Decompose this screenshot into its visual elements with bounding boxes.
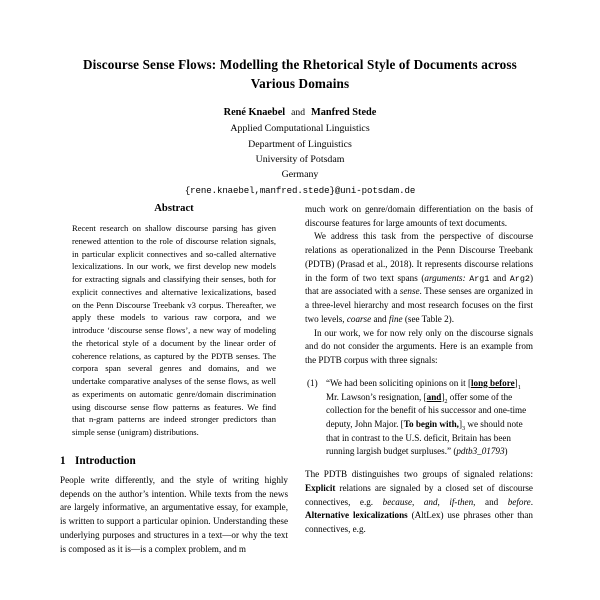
signal-to-begin-with: To begin with, <box>403 419 459 430</box>
signal-subscript-3: 3 <box>461 424 466 432</box>
example-segment-3: offer some of the collection for the benefit of his successor and one-time deputy, John Major. [ <box>326 391 527 430</box>
example-text: “We had been soliciting opinions on it [long $before]_1$ Mr. Lawson’s resignation, $[and]_2$ offer some of the collection for the benefit of his successor and one-time deputy, John Major. [To begin $with,]_3$ we should note that in contrast to the U.S. deficit, Britain has been running largish budget surpluses.” (pdtb3_01793) <box>326 377 527 457</box>
pdtb-text-part-4: and <box>371 313 389 324</box>
continued-paragraph: much work on genre/domain differentiation on the basis of discourse features for large amounts of text documents. <box>305 204 533 228</box>
abstract-text: Recent research on shallow discourse parsing has given renewed attention to the role of discourse relation signals, in particular explicit connectives and so-called alternative lexicalizations. In our work, we first develop new models for extracting signals and classifying their senses, both for explicit connectives and alternative lexicalizations, based on the Penn Discourse Treebank v3 corpus. Thereafter, we apply these models to various raw corpora, and we introduce ‘discourse sense flows’, a new way of modeling the rhetorical style of a document by the linear order of coherence relations, as captured by the PDTB senses. The corpora span several genres and domains, and we undertake comparative analyses of the sense flows, as well as experiments on automatic genre/domain discrimination using discourse sense flow patterns as features. We find that n-gram patterns are indeed stronger predictors than simple sense (unigram) distributions. <box>72 223 276 438</box>
affiliation-line-3: University of Potsdam <box>255 153 345 165</box>
pdtb-mono-arg1: Arg1 <box>469 273 490 284</box>
signal-subscript-2: 2 <box>444 397 448 405</box>
right-column <box>305 203 533 556</box>
abstract-body <box>60 222 288 439</box>
author-list <box>60 107 540 118</box>
example-segment-4: we should note that in contrast to the U.S. deficit, Britain has been running largish budget surpluses.” ( <box>326 419 523 457</box>
groups-text-part-3: and <box>475 496 508 507</box>
affiliation-line-2: Department of Linguistics <box>248 138 352 150</box>
groups-italic-connectives: because, and, if-then, <box>382 496 476 507</box>
section-heading-introduction <box>60 455 288 467</box>
affiliation-block <box>60 121 540 181</box>
groups-bold-explicit: Explicit <box>305 482 336 493</box>
paragraph-pdtb-overview <box>305 230 533 326</box>
pdtb-text-part-5: (see Table 2). <box>402 313 454 324</box>
section-title: Introduction <box>75 455 136 468</box>
signal-and: and <box>426 391 442 402</box>
pdtb-mono-arg2: Arg2 <box>509 273 530 284</box>
groups-italic-before: before <box>507 496 531 507</box>
paragraph-signals-intro: In our work, we for now rely only on the discourse signals and do not consider the arguments. Here is an example from the PDTB corpus with three signals: <box>305 327 533 366</box>
groups-text-part-1: The PDTB distinguishes two groups of signaled relations: <box>305 469 533 480</box>
example-citation: pdtb3_01793 <box>456 446 505 457</box>
paragraph-signal-groups <box>305 468 533 537</box>
pdtb-text-part-1: We address this task from the perspective of discourse relations as operationalized in the Penn Discourse Treebank (PDTB) (Prasad et al., 2018). It represents discourse relations in the form of two text spans ( <box>305 231 533 283</box>
example-segment-2: Mr. Lawson’s resignation, [ <box>326 391 427 402</box>
pdtb-text-part-2: ) that are associated with a <box>305 272 533 297</box>
signal-subscript-1: 1 <box>517 383 521 391</box>
groups-bold-altlex: Alternative lexicalizations <box>305 510 408 521</box>
groups-text-part-2: relations are signaled by a closed set of discourse connectives, e.g. <box>305 482 533 507</box>
groups-text-part-4: . <box>530 496 533 507</box>
pdtb-text-part-3: . These senses are organized in a three-level hierarchy and most research focuses on the first two levels, <box>305 286 533 324</box>
page-title: Discourse Sense Flows: Modelling the Rhetorical Style of Documents across Various Domains <box>83 57 517 91</box>
signal-long-before: long before <box>470 377 515 388</box>
pdtb-italic-sense: sense <box>399 286 420 297</box>
abstract-heading: Abstract <box>154 203 194 214</box>
example-segment-5: ) <box>504 446 508 457</box>
introduction-paragraph-1: People write differently, and the style of writing highly depends on the author’s intention. While texts from the news are largely informative, an argumentative essay, for example, is written to support a particular opinion. Understanding these underlying purposes and structures in a text—or why the text is composed as it is—is a complex problem, and m <box>60 475 288 554</box>
author-first: René Knaebel <box>223 107 286 119</box>
title-block <box>60 0 540 196</box>
example-1 <box>305 377 533 459</box>
author-conjunction: and <box>291 107 306 119</box>
body-columns <box>0 203 600 556</box>
left-column <box>60 203 288 556</box>
pdtb-italic-fine: fine <box>388 313 403 324</box>
pdtb-text-mid: and <box>489 272 510 283</box>
example-segment-1: “We had been soliciting opinions on it [ <box>326 377 471 388</box>
affiliation-line-1: Applied Computational Linguistics <box>230 123 370 135</box>
groups-text-part-5: (AltLex) use phrases other than connectives, e.g. <box>305 510 533 535</box>
affiliation-line-4: Germany <box>281 168 319 180</box>
author-second: Manfred Stede <box>311 107 377 119</box>
example-number: (1) <box>307 377 318 388</box>
pdtb-italic-arguments: arguments: <box>424 272 466 283</box>
pdtb-italic-coarse: coarse <box>346 313 372 324</box>
author-email: {rene.knaebel,manfred.stede}@uni-potsdam.de <box>184 184 416 196</box>
section-number: 1 <box>60 455 66 468</box>
